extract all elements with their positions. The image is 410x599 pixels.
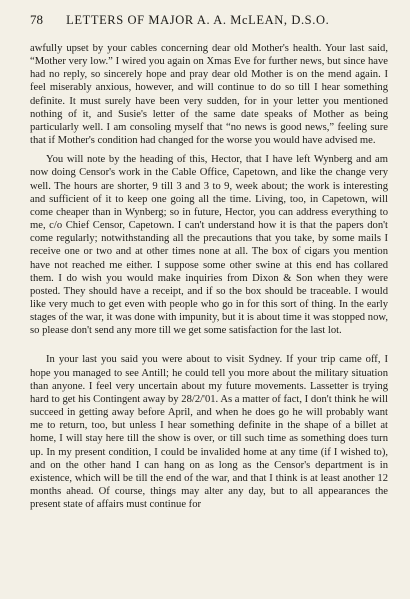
paragraph-continued: awfully upset by your cables concerning dear old Mother's health. Your last said, “Mother very low.” I wired you again on Xmas Eve for further news, but since have had no reply, so sincerely hope and pray dear old Mother is on the mend again. I feel miserably anxious, however, and will continue to do so till I hear something definite. It must surely have been very sudden, for in your letter you mentioned nothing of it, and Susie's letter of the same date speaks of Mother as being particularly well. I am consoling myself that “no news is good news,” feeling sure that if Mother's condition had changed for the worse you would have advised me. xyxy=(30,43,388,147)
paragraph-wynberg: You will note by the heading of this, Hector, that I have left Wynberg and am now doing Censor's work in the Cable Office, Capetown, and like the change very well. The hours are shorter, 9 till 3 and 3 to 9, week about; the work is interesting and sufficient of it to keep one going all the time. Living, too, in Capetown, will come cheaper than in Wynberg; so in future, Hector, you can address everything to me, c/o Chief Censor, Capetown. I can't understand how it is that the papers don't come regularly; notwithstanding all the precautions that you take, by some mails I receive one or two and at other times none at all. The box of cigars you mention have not reached me either. I suppose some other swine at this end has collared them. I do wish you would make inquiries from Dixon & Son when they were posted. They should have a receipt, and if so the box should be traceable. I would like very much to get even with people who go in for this sort of thing. In the early stages of the war, it was done with impunity, but it is about time it was stopped now, so please don't send any more till we get some satisfaction for the last lot. xyxy=(30,154,388,337)
page-body xyxy=(30,42,388,511)
running-title: LETTERS OF MAJOR A. A. McLEAN, D.S.O. xyxy=(66,13,330,27)
page-number: 78 xyxy=(30,12,43,27)
paragraph-sydney: In your last you said you were about to visit Sydney. If your trip came off, I hope you managed to see Antill; he could tell you more about the military situation than anyone. I feel very uncertain about my future movements. Lassetter is trying hard to get his Contingent away by 28/2/'01. As a matter of fact, I don't think he will succeed in getting away before April, and when he does go he will probably want me to return, too, but unless I hear something definite in the shape of a billet at home, I will stay here till the show is over, or till such time as something does turn up. In my present condition, I could be invalided home at any time (if I wished to), and on the other hand I can hang on as long as the Censor's department is in existence, which will be till the end of the war, and that I think is at least another 12 months ahead. Of course, things may alter any day, but to all appearances the present state of affairs must continue for xyxy=(30,354,388,511)
paragraph-spacer xyxy=(30,337,388,353)
page-header xyxy=(30,12,385,28)
